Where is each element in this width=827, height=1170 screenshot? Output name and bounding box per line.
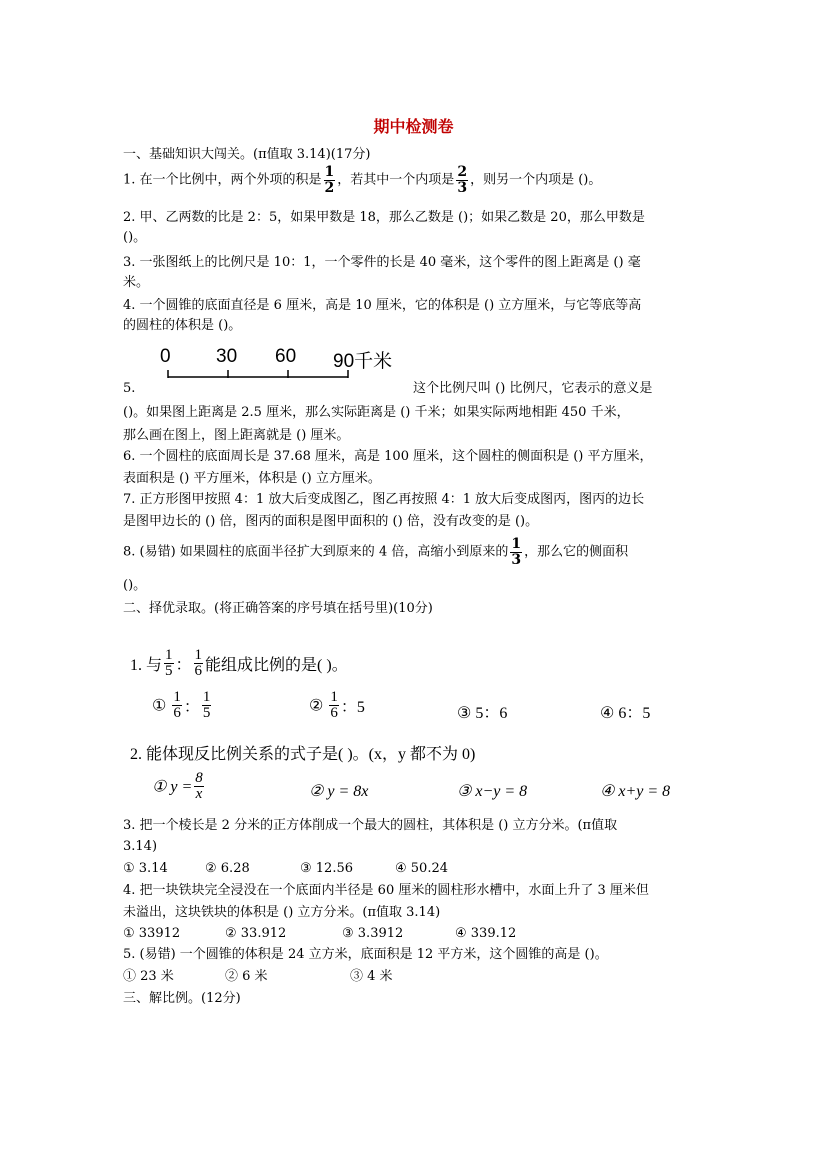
question-1-6-line1: 6. 一个圆柱的底面周长是 37.68 厘米，高是 100 厘米，这个圆柱的侧面积是 () 平方厘米， bbox=[123, 449, 653, 464]
q2-3-option-2: ② 6.28 bbox=[205, 861, 250, 876]
question-2-3-line1: 3. 把一个棱长是 2 分米的正方体削成一个最大的圆柱，其体积是 () 立方分米。(π值取 bbox=[123, 818, 618, 833]
ratio-rest: ：5 bbox=[340, 699, 365, 716]
fraction-one-fifth bbox=[202, 690, 212, 721]
q1-1-pre: 1. 在一个比例中，两个外项的积是 bbox=[123, 172, 322, 188]
q2-4-option-2: ② 33.912 bbox=[225, 926, 287, 941]
fraction-denominator: 6 bbox=[194, 663, 203, 679]
fraction-denominator: 3 bbox=[457, 180, 468, 196]
q2-1-option-3: ③ 5：6 bbox=[457, 705, 508, 722]
fraction-two-thirds bbox=[456, 166, 468, 195]
fraction-eight-over-x bbox=[194, 771, 204, 802]
q2-1-option-4: ④ 6：5 bbox=[600, 705, 651, 722]
section2-heading: 二、择优录取。(将正确答案的序号填在括号里)(10分) bbox=[123, 601, 433, 616]
question-1-8-line2: ()。 bbox=[123, 578, 147, 593]
question-2-5-line1: 5. (易错) 一个圆锥的体积是 24 立方米，底面积是 12 平方米，这个圆锥的高是 ()。 bbox=[123, 947, 608, 962]
q2-1-colon: ： bbox=[175, 657, 192, 674]
fraction-denominator: x bbox=[195, 786, 203, 802]
fraction-one-third bbox=[510, 538, 522, 567]
fraction-numerator: 1 bbox=[165, 647, 173, 663]
q2-1-post: 能组成比例的是( )。 bbox=[205, 657, 348, 674]
fraction-denominator: 2 bbox=[324, 180, 335, 196]
question-1-4-line2: 的圆柱的体积是 ()。 bbox=[123, 318, 242, 333]
question-1-6-line2: 表面积是 () 平方厘米，体积是 () 立方厘米。 bbox=[123, 471, 381, 486]
q2-2-option-2: ② y = 8x bbox=[309, 783, 369, 800]
q2-1-option-2 bbox=[309, 690, 365, 721]
question-2-1 bbox=[130, 648, 348, 679]
option-marker: ① y = bbox=[152, 778, 193, 796]
fraction-numerator: 1 bbox=[173, 689, 181, 705]
fraction-denominator: 6 bbox=[173, 705, 181, 721]
q2-1-pre: 1. 与 bbox=[130, 657, 163, 674]
q1-1-post: ，则另一个内项是 ()。 bbox=[470, 172, 602, 188]
question-1-5-line2: ()。如果图上距离是 2.5 厘米，那么实际距离是 () 千米；如果实际两地相距 450 千米， bbox=[123, 405, 630, 420]
fraction-numerator: 8 bbox=[195, 770, 203, 786]
question-1-8 bbox=[123, 538, 628, 567]
fraction-denominator: 3 bbox=[511, 552, 522, 568]
section1-heading: 一、基础知识大闯关。(π值取 3.14)(17分) bbox=[123, 147, 371, 162]
q2-5-option-2: ② 6 米 bbox=[225, 969, 268, 984]
fraction-one-sixth bbox=[329, 690, 339, 721]
question-1-5-line1: 这个比例尺叫 () 比例尺，它表示的意义是 bbox=[413, 381, 653, 396]
fraction-one-half bbox=[324, 166, 336, 195]
q2-5-option-3: ③ 4 米 bbox=[350, 969, 393, 984]
scale-label-60: 60 bbox=[275, 346, 297, 367]
question-2-3-line2: 3.14) bbox=[123, 839, 158, 854]
q2-4-option-3: ③ 3.3912 bbox=[342, 926, 404, 941]
fraction-numerator: 1 bbox=[194, 647, 203, 663]
q1-8-pre: 8. (易错) 如果圆柱的底面半径扩大到原来的 4 倍，高缩小到原来的 bbox=[123, 544, 509, 560]
fraction-denominator: 5 bbox=[165, 663, 173, 679]
scale-bar-line bbox=[160, 368, 360, 382]
option-marker: ② bbox=[309, 697, 324, 715]
fraction-denominator: 5 bbox=[202, 705, 211, 721]
q2-3-option-4: ④ 50.24 bbox=[395, 861, 449, 876]
question-2-2: 2. 能体现反比例关系的式子是( )。(x，y 都不为 0) bbox=[130, 746, 476, 763]
fraction-numerator: 1 bbox=[330, 689, 338, 705]
option-marker: ① bbox=[152, 697, 167, 715]
question-2-4-line2: 未溢出，这块铁块的体积是 () 立方分米。(π值取 3.14) bbox=[123, 905, 441, 920]
ratio-colon: ： bbox=[183, 699, 200, 716]
scale-label-90: 90千米 bbox=[333, 351, 393, 372]
fraction-numerator: 2 bbox=[457, 164, 468, 180]
q2-4-option-1: ① 33912 bbox=[123, 926, 181, 941]
q1-1-mid: ，若其中一个内项是 bbox=[337, 172, 455, 188]
scale-label-30: 30 bbox=[216, 346, 238, 367]
question-1-7-line2: 是图甲边长的 () 倍，图丙的面积是图甲面积的 () 倍，没有改变的是 ()。 bbox=[123, 514, 539, 529]
fraction-numerator: 1 bbox=[324, 164, 335, 180]
q2-1-option-1 bbox=[152, 690, 213, 721]
q2-2-option-4: ④ x+y = 8 bbox=[600, 783, 671, 800]
question-1-1 bbox=[123, 166, 601, 195]
q2-3-option-1: ① 3.14 bbox=[123, 861, 168, 876]
section3-heading: 三、解比例。(12分) bbox=[123, 991, 241, 1006]
q2-2-option-1 bbox=[152, 771, 206, 802]
question-1-3-line1: 3. 一张图纸上的比例尺是 10：1，一个零件的长是 40 毫米，这个零件的图上距离是 () 毫 bbox=[123, 255, 641, 270]
fraction-numerator: 1 bbox=[202, 689, 211, 705]
q2-5-option-1: ① 23 米 bbox=[123, 969, 174, 984]
question-1-5-number: 5. bbox=[123, 381, 136, 396]
scale-bar-figure bbox=[160, 346, 420, 386]
fraction-numerator: 1 bbox=[511, 536, 522, 552]
question-1-2-line2: ()。 bbox=[123, 230, 147, 245]
q2-2-option-3: ③ x−y = 8 bbox=[457, 783, 528, 800]
fraction-one-sixth bbox=[194, 648, 204, 679]
scale-label-0: 0 bbox=[160, 346, 171, 367]
page-title: 期中检测卷 bbox=[373, 117, 454, 136]
question-1-2-line1: 2. 甲、乙两数的比是 2：5，如果甲数是 18，那么乙数是 ()；如果乙数是 20，那么甲数是 bbox=[123, 210, 645, 225]
question-1-5-line3: 那么画在图上，图上距离就是 () 厘米。 bbox=[123, 428, 350, 443]
q2-3-option-3: ③ 12.56 bbox=[300, 861, 354, 876]
fraction-one-sixth bbox=[172, 690, 182, 721]
question-1-3-line2: 米。 bbox=[123, 275, 150, 290]
question-1-4-line1: 4. 一个圆锥的底面直径是 6 厘米，高是 10 厘米，它的体积是 () 立方厘米，与它等底等高 bbox=[123, 298, 642, 313]
question-1-7-line1: 7. 正方形图甲按照 4：1 放大后变成图乙，图乙再按照 4：1 放大后变成图丙，图丙的边长 bbox=[123, 492, 645, 507]
q2-4-option-4: ④ 339.12 bbox=[455, 926, 517, 941]
question-2-4-line1: 4. 把一块铁块完全浸没在一个底面内半径是 60 厘米的圆柱形水槽中，水面上升了 3 厘米但 bbox=[123, 883, 649, 898]
fraction-one-fifth bbox=[164, 648, 174, 679]
q1-8-post: ，那么它的侧面积 bbox=[524, 544, 629, 560]
fraction-denominator: 6 bbox=[330, 705, 338, 721]
